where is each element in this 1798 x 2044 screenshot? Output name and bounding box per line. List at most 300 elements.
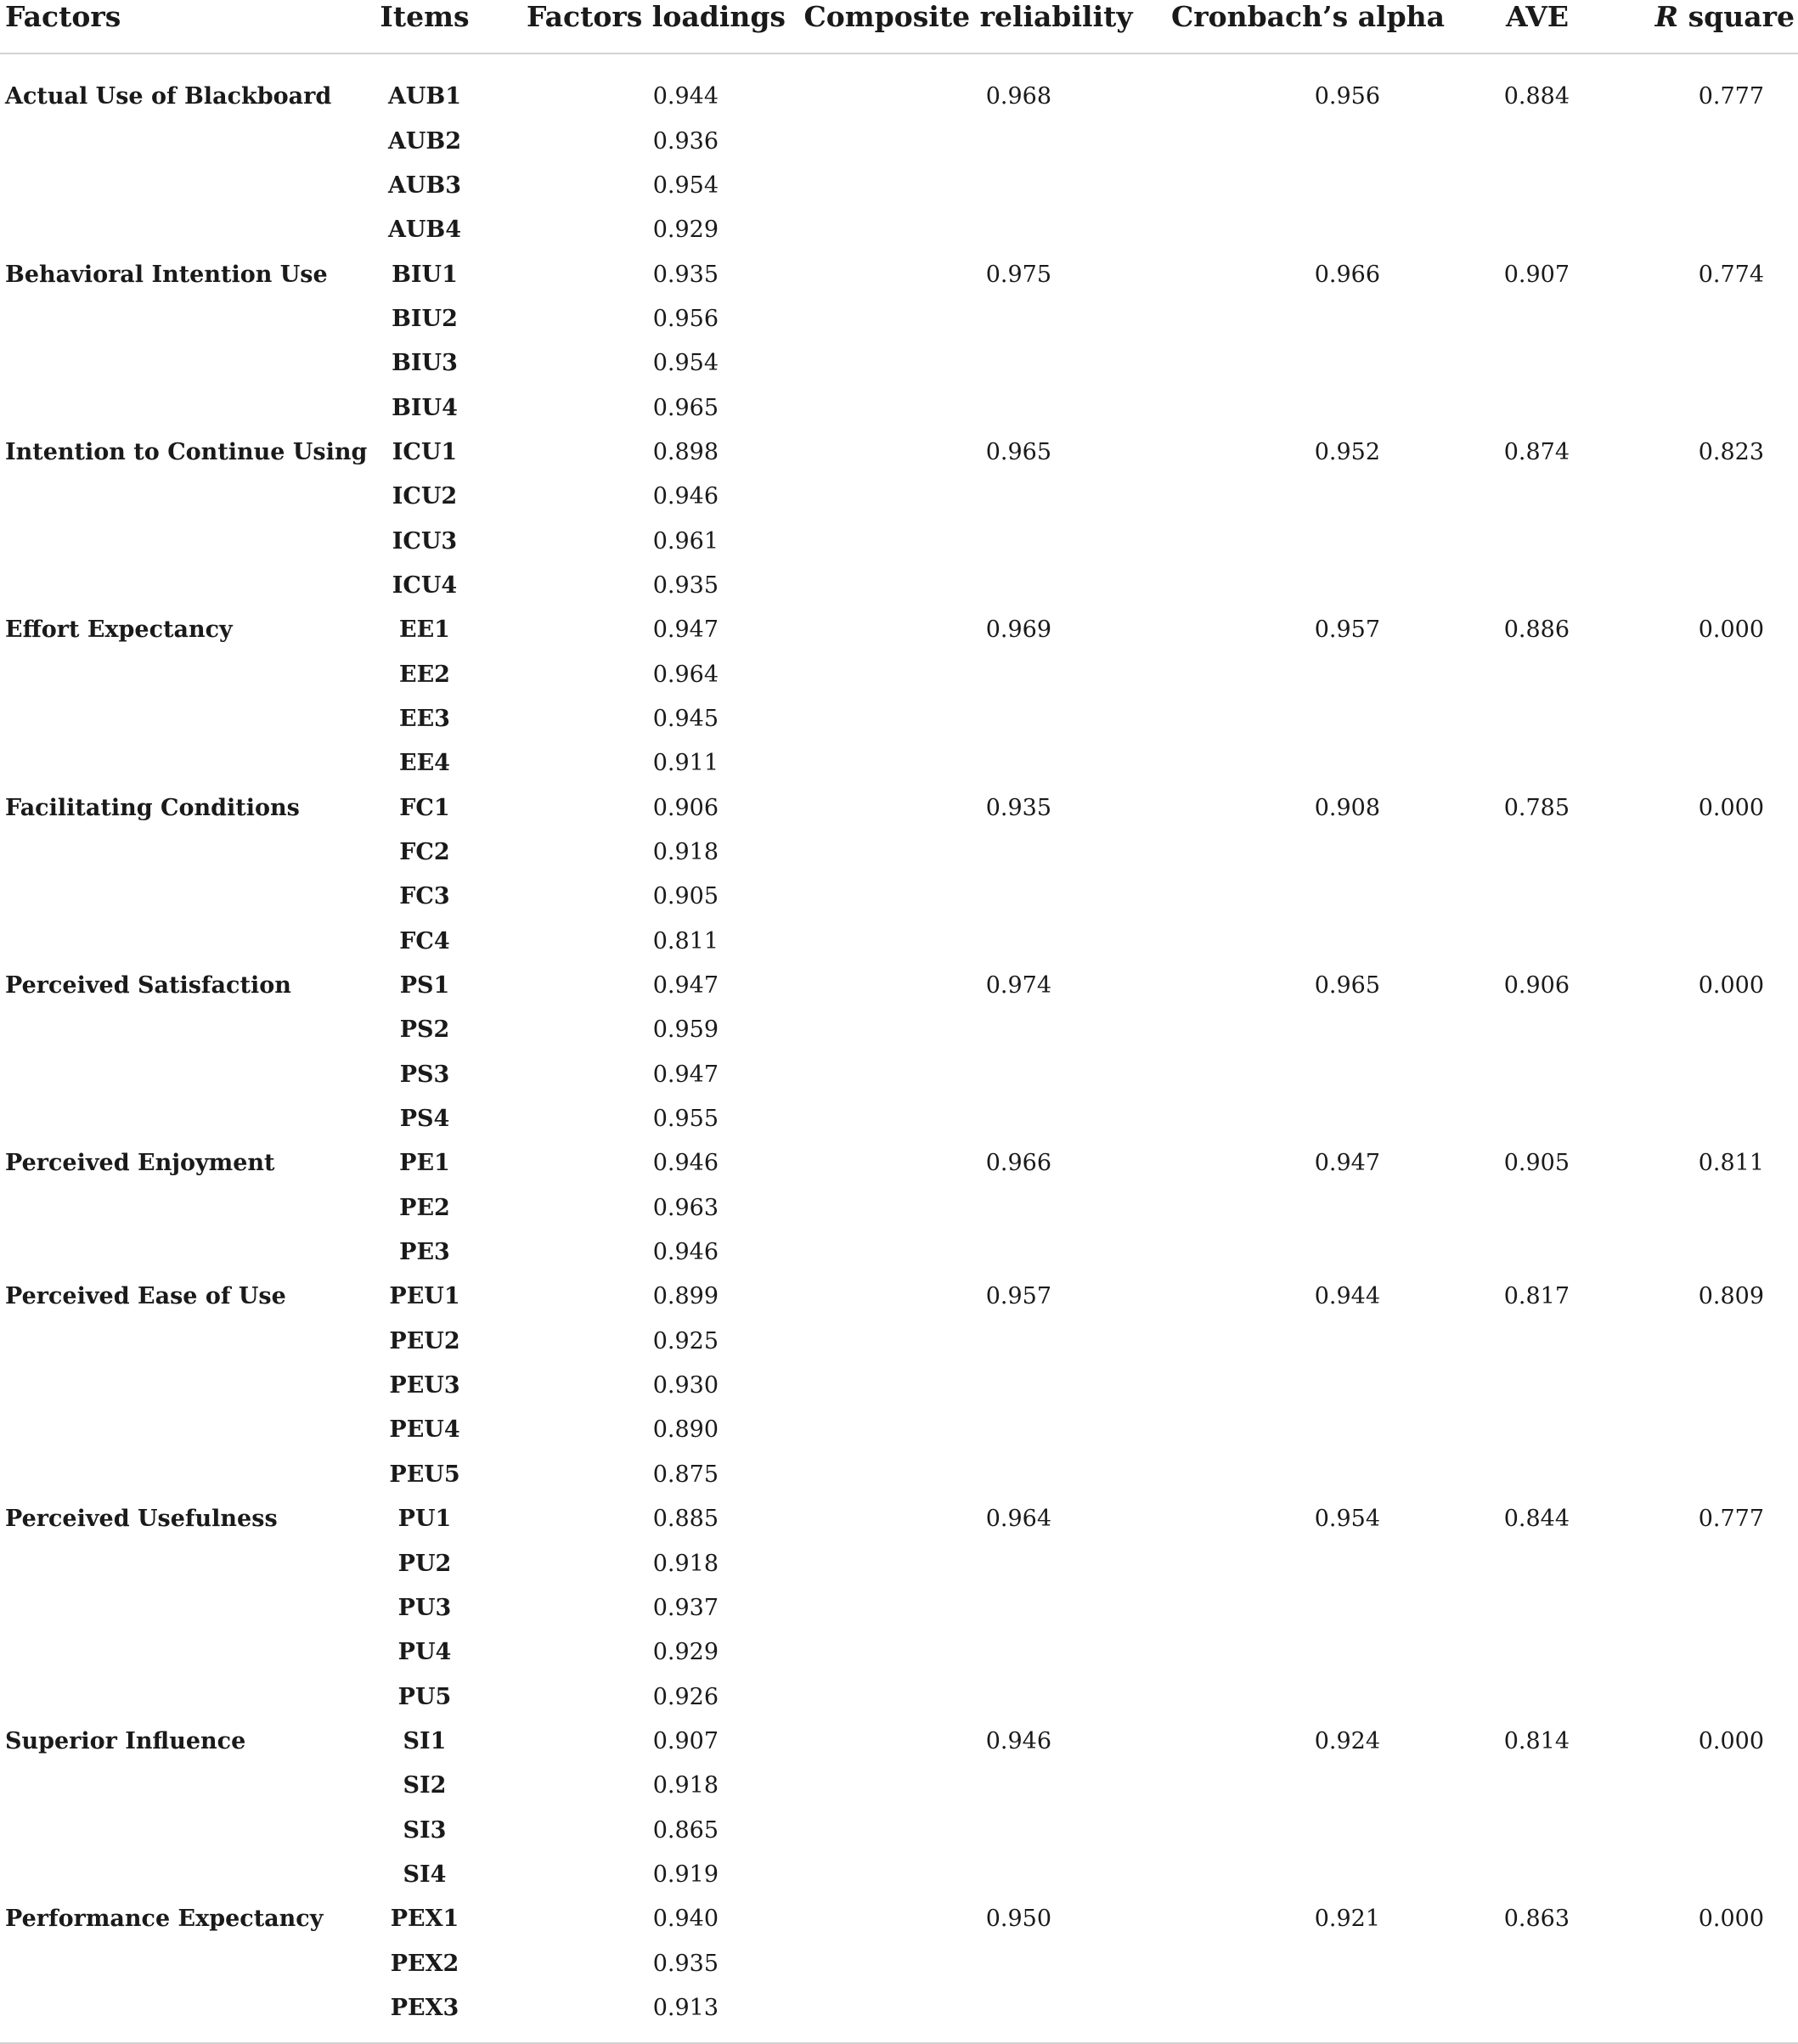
header-r-square [1614,0,1798,53]
ave-value [1461,920,1614,964]
factor-name [0,341,323,386]
ave-value [1461,1941,1614,1985]
cronbach-alpha: 0.952 [1314,438,1380,465]
factor-name [0,875,323,919]
composite-reliability [781,564,1155,608]
item-code: PEX1 [390,1906,459,1933]
composite-reliability [781,831,1155,875]
factor-loading: 0.875 [652,1461,719,1488]
item-code: PE2 [399,1194,450,1221]
table-row [0,1853,1798,1897]
factor-name [0,652,323,696]
composite-reliability [781,652,1155,696]
cronbach-alpha [1155,475,1461,519]
r-square-value [1614,831,1798,875]
r-square-value: 0.000 [1698,794,1764,821]
r-square-value [1614,1541,1798,1585]
factor-loading: 0.935 [652,261,719,288]
factor-loading: 0.935 [652,1950,719,1977]
item-code: PU5 [397,1683,452,1710]
ave-value [1461,831,1614,875]
factor-name [0,1364,323,1408]
composite-reliability [781,1586,1155,1630]
factor-loading: 0.965 [652,394,719,421]
table-row [0,697,1798,741]
item-code: PEX2 [390,1950,459,1977]
table-row [0,1408,1798,1452]
r-square-value: 0.774 [1698,261,1764,288]
r-square-value [1614,164,1798,208]
r-square-value [1614,1986,1798,2043]
cronbach-alpha: 0.908 [1314,794,1380,821]
ave-value [1461,1408,1614,1452]
table-row [0,786,1798,831]
ave-value [1461,1453,1614,1497]
r-square-value [1614,564,1798,608]
factor-name [0,297,323,341]
r-square-value: 0.777 [1698,1506,1764,1533]
item-code: AUB3 [387,172,462,199]
r-square-value: 0.823 [1698,438,1764,465]
ave-value: 0.906 [1503,972,1570,999]
cronbach-alpha [1155,297,1461,341]
table-row [0,1275,1798,1319]
ave-value [1461,1675,1614,1719]
item-code: SI4 [403,1861,447,1888]
composite-reliability: 0.966 [985,1150,1051,1177]
item-code: PEX3 [323,1986,527,2043]
cronbach-alpha [1155,1320,1461,1364]
r-square-value [1614,1408,1798,1452]
cronbach-alpha [1155,1764,1461,1808]
r-square-value [1614,341,1798,386]
r-square-value [1614,208,1798,252]
item-code: ICU2 [392,483,458,510]
composite-reliability [781,386,1155,430]
table-row [0,652,1798,696]
factor-name [0,475,323,519]
ave-value [1461,341,1614,386]
ave-value [1461,386,1614,430]
table-row [0,164,1798,208]
factor-name [0,208,323,252]
factor-loading: 0.811 [652,927,719,954]
composite-reliability [781,164,1155,208]
ave-value [1461,1097,1614,1141]
ave-value [1461,1586,1614,1630]
composite-reliability: 0.974 [985,972,1051,999]
table-row [0,1541,1798,1585]
cronbach-alpha: 0.944 [1314,1283,1380,1310]
factor-name: Performance Expectancy [5,1906,324,1933]
header-items: Items [323,0,527,53]
ave-value: 0.905 [1503,1150,1570,1177]
composite-reliability [781,1764,1155,1808]
factor-name [0,1453,323,1497]
ave-value [1461,475,1614,519]
factor-loading: 0.913 [527,1986,781,2043]
cronbach-alpha: 0.965 [1314,972,1380,999]
factor-loading: 0.905 [652,883,719,910]
ave-value [1461,652,1614,696]
factor-loading: 0.898 [652,438,719,465]
composite-reliability [781,920,1155,964]
composite-reliability [781,1320,1155,1364]
cronbach-alpha [1155,831,1461,875]
factor-loading: 0.925 [652,1327,719,1354]
item-code: SI1 [403,1727,447,1754]
item-code: AUB1 [387,83,462,110]
r-square-value [1614,1453,1798,1497]
cronbach-alpha: 0.924 [1314,1727,1380,1754]
item-code: PE3 [399,1239,450,1266]
composite-reliability [781,1186,1155,1230]
cronbach-alpha [1155,208,1461,252]
composite-reliability [781,208,1155,252]
table-row [0,1453,1798,1497]
table-row [0,1986,1798,2043]
table-row [0,1675,1798,1719]
composite-reliability [781,519,1155,563]
factor-name [0,119,323,163]
table-row [0,741,1798,786]
item-code: FC4 [399,927,450,954]
cronbach-alpha [1155,1053,1461,1097]
factor-loading: 0.944 [652,83,719,110]
ave-value: 0.814 [1503,1727,1570,1754]
factor-loading: 0.885 [652,1506,719,1533]
item-code: EE4 [399,750,450,777]
ave-value: 0.863 [1503,1906,1570,1933]
factor-name [0,1630,323,1675]
factor-loading: 0.954 [652,350,719,377]
factor-loading: 0.946 [652,483,719,510]
cronbach-alpha [1155,875,1461,919]
item-code: PU3 [397,1594,452,1621]
r-square-value [1614,652,1798,696]
r-square-value [1614,1853,1798,1897]
factor-name [0,1008,323,1052]
cronbach-alpha: 0.957 [1314,617,1380,644]
item-code: FC2 [399,839,450,866]
composite-reliability: 0.969 [985,617,1051,644]
header-r-square-italic: R [1654,0,1679,33]
factor-loading: 0.919 [652,1861,719,1888]
ave-value [1461,875,1614,919]
ave-value: 0.785 [1503,794,1570,821]
table-row [0,608,1798,652]
table-row [0,1586,1798,1630]
factor-name [0,1541,323,1585]
r-square-value [1614,1675,1798,1719]
composite-reliability: 0.964 [985,1506,1051,1533]
composite-reliability [781,1408,1155,1452]
cronbach-alpha [1155,1364,1461,1408]
item-code: AUB2 [387,127,462,155]
cronbach-alpha [1155,164,1461,208]
factor-loading: 0.947 [652,972,719,999]
ave-value [1461,1186,1614,1230]
factor-name [0,1675,323,1719]
cronbach-alpha [1155,1408,1461,1452]
cronbach-alpha [1155,741,1461,786]
table-row [0,1230,1798,1275]
composite-reliability [781,741,1155,786]
item-code: BIU4 [392,394,458,421]
item-code: SI2 [403,1772,447,1799]
composite-reliability [781,341,1155,386]
factor-loading: 0.963 [652,1194,719,1221]
ave-value [1461,1986,1614,2043]
composite-reliability [781,875,1155,919]
cronbach-alpha: 0.947 [1314,1150,1380,1177]
table-row [0,1497,1798,1541]
r-square-value [1614,1764,1798,1808]
table-row [0,53,1798,119]
table-row [0,1186,1798,1230]
r-square-value [1614,1941,1798,1985]
factor-loading: 0.937 [652,1594,719,1621]
cronbach-alpha [1155,1586,1461,1630]
composite-reliability [781,1941,1155,1985]
r-square-value [1614,1230,1798,1275]
factor-name [0,1941,323,1985]
ave-value [1461,208,1614,252]
header-ave: AVE [1461,0,1614,53]
factor-name: Behavioral Intention Use [5,261,328,288]
item-code: ICU1 [392,438,458,465]
factor-loading: 0.956 [652,305,719,332]
factor-loading: 0.961 [652,527,719,555]
ave-value: 0.907 [1503,261,1570,288]
ave-value [1461,1764,1614,1808]
factor-name: Perceived Satisfaction [5,972,291,999]
composite-reliability [781,1453,1155,1497]
item-code: PEU4 [389,1416,460,1444]
item-code: EE2 [399,661,450,688]
factor-name [0,1408,323,1452]
factor-loading: 0.890 [652,1416,719,1444]
ave-value [1461,697,1614,741]
factor-name: Intention to Continue Using [5,438,368,465]
factor-name [0,1097,323,1141]
cronbach-alpha: 0.956 [1314,83,1380,110]
r-square-value [1614,1364,1798,1408]
r-square-value: 0.000 [1698,972,1764,999]
composite-reliability [781,1853,1155,1897]
item-code: AUB4 [387,217,462,244]
factor-name [0,1586,323,1630]
factor-loading: 0.911 [652,750,719,777]
factor-name [0,1230,323,1275]
r-square-value [1614,741,1798,786]
table-body [0,53,1798,2043]
composite-reliability [781,1630,1155,1675]
cronbach-alpha [1155,652,1461,696]
cronbach-alpha [1155,119,1461,163]
cronbach-alpha [1155,697,1461,741]
table-row [0,564,1798,608]
composite-reliability [781,697,1155,741]
table-row [0,341,1798,386]
table-row [0,119,1798,163]
r-square-value [1614,475,1798,519]
table-row [0,386,1798,430]
item-code: PS2 [399,1016,450,1044]
cronbach-alpha [1155,1008,1461,1052]
table-row [0,252,1798,296]
cronbach-alpha: 0.954 [1314,1506,1380,1533]
r-square-value: 0.777 [1698,83,1764,110]
factor-name: Effort Expectancy [5,617,233,644]
table-row [0,475,1798,519]
header-factors: Factors [0,0,323,53]
factor-name: Perceived Enjoyment [5,1150,275,1177]
r-square-value [1614,697,1798,741]
cronbach-alpha [1155,519,1461,563]
r-square-value [1614,875,1798,919]
factor-loading: 0.899 [652,1283,719,1310]
cronbach-alpha [1155,564,1461,608]
composite-reliability [781,1008,1155,1052]
cronbach-alpha [1155,1186,1461,1230]
table-row [0,208,1798,252]
item-code: FC1 [399,794,450,821]
cronbach-alpha: 0.921 [1314,1906,1380,1933]
ave-value [1461,741,1614,786]
table-row [0,875,1798,919]
ave-value [1461,1853,1614,1897]
table-row [0,1141,1798,1185]
table-row [0,1320,1798,1364]
ave-value [1461,1808,1614,1852]
composite-reliability: 0.935 [985,794,1051,821]
factor-name [0,1764,323,1808]
item-code: ICU4 [392,572,458,599]
factor-loading: 0.907 [652,1727,719,1754]
table-row [0,1053,1798,1097]
factor-name [0,920,323,964]
r-square-value [1614,920,1798,964]
ave-value [1461,1541,1614,1585]
header-composite-reliability: Composite reliability [781,0,1155,53]
item-code: ICU3 [392,527,458,555]
composite-reliability: 0.968 [985,83,1051,110]
cronbach-alpha [1155,1541,1461,1585]
table-row [0,1364,1798,1408]
header-r-square-rest: square [1678,0,1795,33]
factor-loading: 0.918 [652,1772,719,1799]
r-square-value [1614,1097,1798,1141]
factor-loading: 0.935 [652,572,719,599]
factor-loading: 0.945 [652,705,719,732]
table-row [0,519,1798,563]
table-header [0,0,1798,53]
factor-name [0,1853,323,1897]
factor-loading: 0.955 [652,1106,719,1133]
table-row [0,1897,1798,1941]
factor-loading: 0.940 [652,1906,719,1933]
item-code: PU2 [397,1550,452,1577]
composite-reliability: 0.957 [985,1283,1051,1310]
table-row [0,1808,1798,1852]
r-square-value [1614,297,1798,341]
ave-value: 0.817 [1503,1283,1570,1310]
header-factor-loadings: Factors loadings [527,0,781,53]
factor-loading: 0.906 [652,794,719,821]
cronbach-alpha [1155,1097,1461,1141]
ave-value [1461,1630,1614,1675]
ave-value [1461,1320,1614,1364]
ave-value [1461,1230,1614,1275]
cronbach-alpha [1155,1230,1461,1275]
factor-name: Perceived Usefulness [5,1506,278,1533]
r-square-value: 0.000 [1698,617,1764,644]
item-code: PS1 [399,972,450,999]
composite-reliability: 0.946 [985,1727,1051,1754]
table-row [0,1720,1798,1764]
factor-loading: 0.959 [652,1016,719,1044]
item-code: PS3 [399,1061,450,1088]
item-code: PEU1 [389,1283,460,1310]
factor-loading: 0.929 [652,217,719,244]
item-code: BIU1 [392,261,458,288]
ave-value [1461,164,1614,208]
factor-loading: 0.954 [652,172,719,199]
table-row [0,831,1798,875]
item-code: PEU5 [389,1461,460,1488]
factor-name [0,831,323,875]
composite-reliability [781,1230,1155,1275]
composite-reliability [781,1364,1155,1408]
cronbach-alpha [1155,1853,1461,1897]
table-row [0,1764,1798,1808]
cronbach-alpha [1155,1808,1461,1852]
factor-loading: 0.865 [652,1816,719,1844]
ave-value [1461,564,1614,608]
item-code: EE3 [399,705,450,732]
factor-loading: 0.930 [652,1372,719,1399]
r-square-value [1614,1053,1798,1097]
r-square-value [1614,386,1798,430]
cronbach-alpha: 0.966 [1314,261,1380,288]
item-code: BIU2 [392,305,458,332]
factor-loading: 0.926 [652,1683,719,1710]
r-square-value: 0.809 [1698,1283,1764,1310]
factor-name [0,1320,323,1364]
item-code: SI3 [403,1816,447,1844]
composite-reliability [781,297,1155,341]
factor-name [0,741,323,786]
factor-name: Perceived Ease of Use [5,1283,286,1310]
factor-name [0,564,323,608]
ave-value: 0.886 [1503,617,1570,644]
table-row [0,1630,1798,1675]
factor-name [0,697,323,741]
ave-value [1461,519,1614,563]
ave-value [1461,1364,1614,1408]
cronbach-alpha [1155,1630,1461,1675]
r-square-value [1614,1630,1798,1675]
r-square-value: 0.811 [1698,1150,1764,1177]
cronbach-alpha [1155,1453,1461,1497]
r-square-value [1614,1320,1798,1364]
composite-reliability [781,1541,1155,1585]
factor-name [0,164,323,208]
cronbach-alpha [1155,1986,1461,2043]
table-row [0,431,1798,475]
factor-name [0,1053,323,1097]
